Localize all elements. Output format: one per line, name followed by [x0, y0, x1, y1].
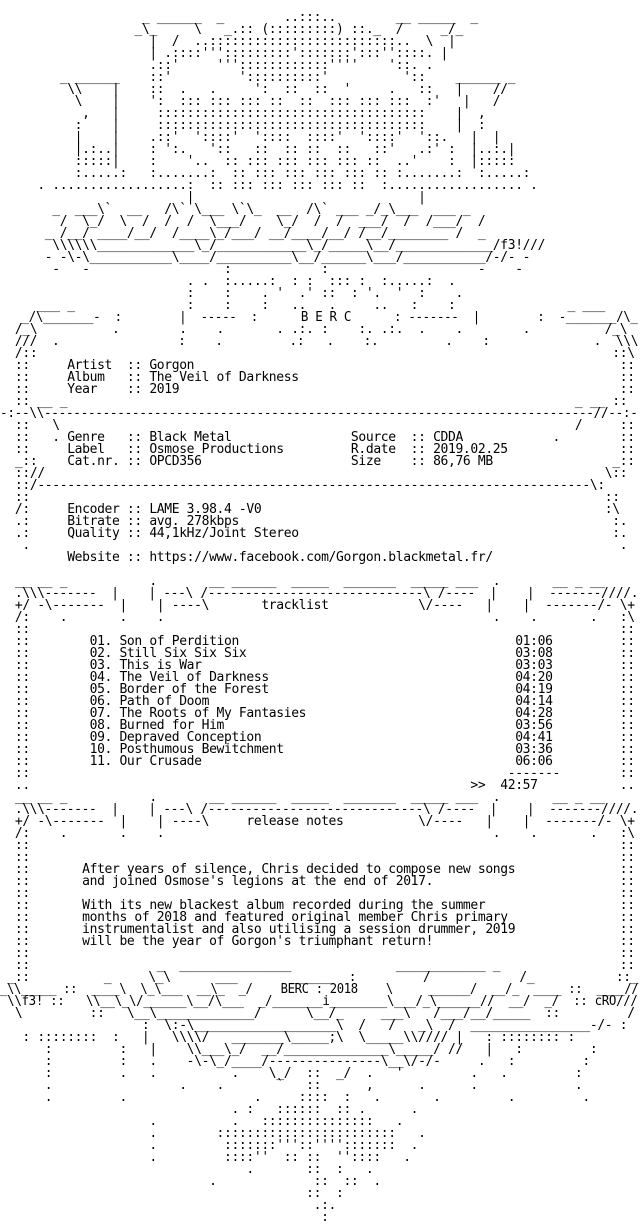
nfo-line: .\\\------- | | ---\ /-----------------------------\ /---- | | -------////.: [0, 586, 639, 601]
nfo-line: _:: Cat.nr. :: OPCD356 Size :: 86,76 MB _::: [0, 454, 635, 469]
nfo-line: /: . . . . . . :\: [0, 610, 635, 625]
nfo-line: \\ | :: . . ': :: :: ' . :: | //: [0, 82, 508, 97]
nfo-line: Website :: https://www.facebook.com/Gorgon.blackmetal.fr/: [0, 550, 493, 565]
nfo-line: :: [0, 1210, 329, 1225]
nfo-line: _ /__/ ____/__/ /____\_/___/ __/____/__/ /__/________ / _: [0, 226, 486, 241]
nfo-line: : : | \\___\_/ __/______________\_____/ // | : :: [0, 1042, 598, 1057]
nfo-line: :: 06. Path of Doom 04:14 ::: [0, 694, 635, 709]
nfo-line: \\f3! :: \\__\_\/______\__/\___ _/_______i________\___/_\______// __/ _/ :: cRO///: [0, 994, 638, 1009]
nfo-line: . :: :: .: [0, 1174, 381, 1189]
nfo-line: :: Album :: The Veil of Darkness ::: [0, 370, 635, 385]
nfo-line: :: ::: [0, 622, 635, 637]
nfo-line: \\\\\\_____________\_/____________\_/_____\__/_____________/f3!///: [0, 238, 546, 253]
nfo-line: / \_/ \ / / / \___/ \_/ / / ___/ / /___/ /: [0, 214, 486, 229]
nfo-line: :::::| : '.. :: ::: ::: ::: ::: :: ..' : |:::::: [0, 154, 516, 169]
nfo-line: /: . . . . . . :\: [0, 826, 635, 841]
nfo-line: :: After years of silence, Chris decided to compose new songs ::: [0, 862, 635, 877]
nfo-line: __ __ _ . __ ______ _____ _______ _____ ___ . __ _ __: [0, 574, 605, 589]
nfo-line: . ::::'' :: :: '':::: .: [0, 1150, 411, 1165]
nfo-line: _ ______ ::' '::::::::::' ':: ______ _: [0, 70, 516, 85]
nfo-line: :: . Genre :: Black Metal Source :: CDDA . ::: [0, 430, 635, 445]
nfo-line: :: __ _ _ __ ::: [0, 394, 628, 409]
nfo-line: :: and joined Osmose's legions at the end of 2017. ::: [0, 874, 635, 889]
nfo-line: _\\_____ :: ____\ \_\___ __\_ _/ BERC : 2018 \ ______/ __/_ ____ :: ____//: [0, 982, 639, 997]
nfo-line: _ ___\` __ /\` \___ \`\_ __ /\` ___ _/_\___ ___ _: [0, 202, 471, 217]
nfo-line: /: Encoder :: LAME 3.98.4 -V0 :\: [0, 502, 620, 517]
nfo-line: :: 09. Depraved Conception 04:41 ::: [0, 730, 635, 745]
nfo-line: :: 03. This is War 03:03 ::: [0, 658, 635, 673]
nfo-line: :: :: [0, 1186, 344, 1201]
nfo-line: :: 11. Our Crusade 06:06 ::: [0, 754, 635, 769]
nfo-line: +/ -\------- | | ----\ tracklist \/---- | | -------/- \+: [0, 598, 635, 613]
nfo-line: :: ::: [0, 886, 635, 901]
nfo-line: \ :: \__\_____________/ \__/_ ___\ /___/__/_____ :: /: [0, 1006, 635, 1021]
nfo-line: - - : : - -: [0, 262, 523, 277]
nfo-line: :: ::: [0, 850, 635, 865]
nfo-line: . . . :::: : . . . .: [0, 1090, 590, 1105]
nfo-line: : . . . \_/ :: _/ . ' . . :: [0, 1066, 583, 1081]
nfo-line: :: _ _______________ ____________ _ ::: [0, 958, 635, 973]
nfo-line: /:: ::\: [0, 346, 635, 361]
nfo-line: +/ -\------- | | ----\ release notes \/---- | | -------/- \+: [0, 814, 635, 829]
nfo-line: : : . -\-\_/____/---------------\__\/-/- . : :: [0, 1054, 590, 1069]
nfo-line: :: Artist :: Gorgon ::: [0, 358, 635, 373]
nfo-line: | | .::' '::::' ':::: ::::' '::::' '::. | |: [0, 130, 501, 145]
nfo-line: ::// \::: [0, 466, 628, 481]
nfo-line: | |: [0, 190, 426, 205]
nfo-line: __ __ _ . __ ______ _____ _______ _____ ___ . __ _ __: [0, 790, 605, 805]
nfo-line: :: ::: [0, 946, 635, 961]
nfo-line: :: ::: [0, 490, 620, 505]
nfo-line: .::' '''::::::::::::'''' '::. .: [0, 58, 434, 73]
nfo-line: :: will be the year of Gorgon's triumphant return! ::: [0, 934, 635, 949]
nfo-line: /// . : . .: . :. . : . \\\: [0, 334, 639, 349]
nfo-line: :: Year :: 2019 ::: [0, 382, 635, 397]
nfo-line: . . :.....: : : ::: : :.....: .: [0, 274, 456, 289]
nfo-line: :: Label :: Osmose Productions R.date :: 2019.02.25 ::: [0, 442, 635, 457]
nfo-line: : \:-\___________________\ / / _\ / ________________-/- :: [0, 1018, 628, 1033]
nfo-line: /_\ . . . . .:. : :. .:. . . . /_\: [0, 322, 628, 337]
nfo-line: : : . ' .' :: : '. ' : .: [0, 286, 463, 301]
nfo-line: . :::::::::::::::::::::::: .: [0, 1126, 426, 1141]
nfo-line: , | :::::::::::::::::::::::::::::::::::: | ,: [0, 106, 486, 121]
nfo-line: - -\-\___________\____/__________\__/______\___/___________/-/- -: [0, 250, 531, 265]
nfo-line: :: months of 2018 and featured original member Chris primary ::: [0, 910, 635, 925]
nfo-line: : | :::::::::::::::::::::::::::::::::::: | :: [0, 118, 486, 133]
nfo-line: ::/--------------------------------------------------------------------------\:: [0, 478, 605, 493]
nfo-line: | / ..:::::::::::::::::::::::::.. \ |: [0, 34, 456, 49]
nfo-line: .\\\------- | | ---\ /-----------------------------\ /---- | | -------////.: [0, 802, 639, 817]
nfo-line: :: 01. Son of Perdition 01:06 ::: [0, 634, 635, 649]
nfo-line: . :: : .: [0, 1162, 374, 1177]
nfo-line: :: 05. Border of the Forest 04:19 ::: [0, 682, 635, 697]
nfo-line: | .::::''':::::::::':::::::':::''::::. |: [0, 46, 449, 61]
nfo-line: .: Quality :: 44,1kHz/Joint Stereo :.: [0, 526, 628, 541]
nfo-line: \ | ': ::: ::: ::: :: :: ::: ::: ::: :' | /: [0, 94, 501, 109]
nfo-line: :: \ / ::: [0, 418, 635, 433]
nfo-line: :: 02. Still Six Six Six 03:08 ::: [0, 646, 635, 661]
nfo-line: :.....: :.......: :: ::: ::: ::: ::: :: :.......: :.....:: [0, 166, 531, 181]
nfo-line: . : :::::: :: . .: [0, 1102, 419, 1117]
nfo-line: _:: _ \_\ ___ ______ : / /_ ::_: [0, 970, 639, 985]
nfo-line: _\_ \ _.:: (:::::::::) ::._ / _/_: [0, 22, 463, 37]
nfo-line: -:--\\---------------------------------------------------------------------------//--:-: [0, 406, 638, 421]
nfo-line: .: Bitrate :: avg. 278kbps :.: [0, 514, 628, 529]
nfo-line: .:.: [0, 1198, 337, 1213]
nfo-line: : :::::::: : | \\\\/ _______\_____;\ \_____\\//// | : :::::::: :: [0, 1030, 575, 1045]
nfo-line: _/\_______- : | ----- : B E R C : ------- | : -_______/\_: [0, 310, 638, 325]
nfo-line: :: 08. Burned for Him 03:56 ::: [0, 718, 635, 733]
nfo-line: .. >> 42:57 ..: [0, 778, 635, 793]
nfo-line: :: 04. The Veil of Darkness 04:20 ::: [0, 670, 635, 685]
nfo-line: ___ _ : : : .. . .. : : _ ___: [0, 298, 605, 313]
nfo-line: :: ------- ::: [0, 766, 635, 781]
nfo-line: :: 07. The Roots of My Fantasies 04:28 ::: [0, 706, 635, 721]
nfo-line: . . . ` :: , . . .: [0, 1078, 583, 1093]
nfo-line: :: With its new blackest album recorded during the summer ::: [0, 898, 635, 913]
nfo-line: :: ::: [0, 838, 635, 853]
nfo-line: . . ::::::::::::::: .: [0, 1114, 404, 1129]
nfo-line: . .: [0, 538, 628, 553]
nfo-line: . :::::::'''::''''::::::: .: [0, 1138, 419, 1153]
nfo-line: :: 10. Posthumous Bewitchment 03:36 ::: [0, 742, 635, 757]
nfo-line: |.:..| : ':. ':: :: :: :: :: ::' .:' : |..:.|: [0, 142, 516, 157]
nfo-line: . ..................: :: ::: ::: ::: ::: :: :.................. .: [0, 178, 538, 193]
nfo-line: :: instrumentalist and also utilising a session drummer, 2019 ::: [0, 922, 635, 937]
nfo-line: _ ______ _ ..:::.. __ _____ _: [0, 10, 478, 25]
